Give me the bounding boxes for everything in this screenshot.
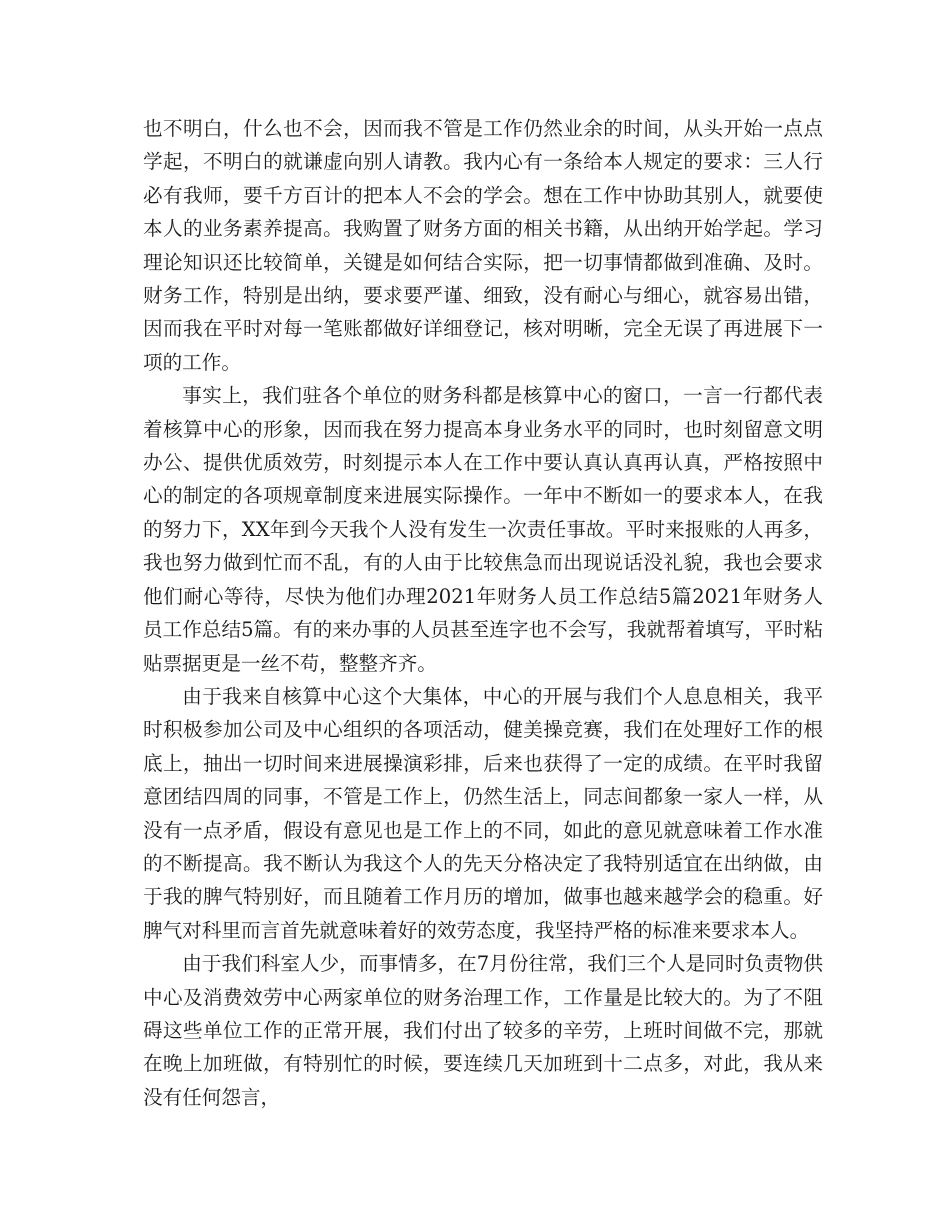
paragraph-4: 由于我们科室人少，而事情多，在7月份往常，我们三个人是同时负责物供中心及消费效劳中心两家单位的财务治理工作，工作量是比较大的。为了不阻碍这些单位工作的正常开展，我们付出了较多的辛劳，上班时间做不完，那就在晚上加班做，有特别忙的时候，要连续几天加班到十二点多，对此，我从来没有任何怨言， [143,952,823,1109]
paragraph-3: 由于我来自核算中心这个大集体，中心的开展与我们个人息息相关，我平时积极参加公司及中心组织的各项活动，健美操竞赛，我们在处理好工作的根底上，抽出一切时间来进展操演彩排，后来也获得了一定的成绩。在平时我留意团结四周的同事，不管是工作上，仍然生活上，同志间都象一家人一样，从没有一点矛盾，假设有意见也是工作上的不同，如此的意见就意味着工作水准的不断提高。我不断认为我这个人的先天分格决定了我特别适宜在出纳做，由于我的脾气特别好，而且随着工作月历的增加，做事也越来越学会的稳重。好脾气对科里而言首先就意味着好的效劳态度，我坚持严格的标准来要求本人。 [143,684,823,942]
document-body [143,112,823,1114]
paragraph-1: 也不明白，什么也不会，因而我不管是工作仍然业余的时间，从头开始一点点学起，不明白的就谦虚向别人请教。我内心有一条给本人规定的要求：三人行必有我师，要千方百计的把本人不会的学会。想在工作中协助其别人，就要使本人的业务素养提高。我购置了财务方面的相关书籍，从出纳开始学起。学习理论知识还比较简单，关键是如何结合实际，把一切事情都做到准确、及时。财务工作，特别是出纳，要求要严谨、细致，没有耐心与细心，就容易出错，因而我在平时对每一笔账都做好详细登记，核对明晰，完全无误了再进展下一项的工作。 [143,117,823,374]
paragraph-2: 事实上，我们驻各个单位的财务科都是核算中心的窗口，一言一行都代表着核算中心的形象，因而我在努力提高本身业务水平的同时，也时刻留意文明办公、提供优质效劳，时刻提示本人在工作中要认真认真再认真，严格按照中心的制定的各项规章制度来进展实际操作。一年中不断如一的要求本人，在我的努力下，XX年到今天我个人没有发生一次责任事故。平时来报账的人再多，我也努力做到忙而不乱，有的人由于比较焦急而出现说话没礼貌，我也会要求他们耐心等待，尽快为他们办理2021年财务人员工作总结5篇2021年财务人员工作总结5篇。有的来办事的人员甚至连字也不会写，我就帮着填写，平时粘贴票据更是一丝不苟，整整齐齐。 [143,384,823,675]
